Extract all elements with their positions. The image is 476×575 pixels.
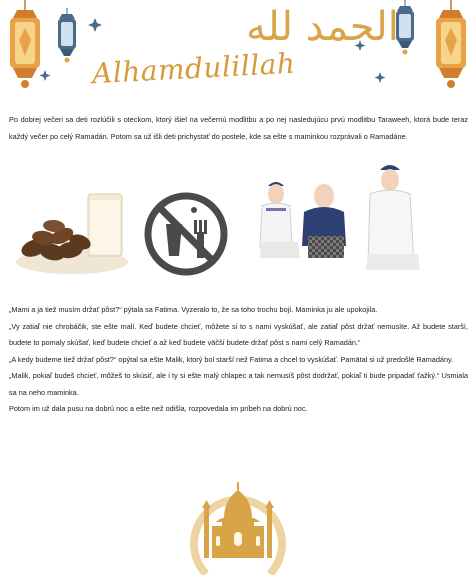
milk-glass-icon — [88, 194, 122, 256]
intro-paragraph: Po dobrej večeri sa deti rozlúčili s oteckom, ktorý išiel na večernú modlitbu a po nej nasledujúcu prvú modlitbu Taraweeh, ktorá bude teraz každý večer po celý Ramadán. Potom sa už išli deti prichystať do postele, kde sa ešte s maminkou rozprávali o Ramadáne. — [9, 115, 468, 141]
story-paragraph: Potom im už dala pusu na dobrú noc a ešte než odišla, rozpovedala im príbeh na dobrú noc. — [9, 404, 308, 413]
praying-man — [366, 165, 420, 270]
page-title: Alhamdulillah — [91, 46, 297, 91]
story-paragraph: „Malik, pokiaľ budeš chcieť, môžeš to skúsiť, ale i ty si ešte malý chlapec a tak nemusíš pôst dodržať, pokiaľ ti bude pripadať ťažký.“ Usmiala sa na neho maminka. — [9, 371, 468, 397]
praying-man — [260, 182, 300, 258]
praying-men-icon — [258, 156, 428, 280]
dates-milk-illustration — [14, 186, 132, 278]
story-paragraph: „Vy zatiaľ nie chrobáčik, ste ešte malí. Keď budete chcieť, môžete si to s nami vyskúšať, ale zatiaľ pôst držať nemusíte. Až budete starší, budete to pomaly skúšať, keď budete chcieť a až keď budete väčší budete držať pôst s nami celý Ramadán.“ — [9, 321, 468, 347]
story-section — [9, 302, 468, 418]
story-paragraph: „A kedy budeme tiež držať pôst?“ opýtal sa ešte Malik, ktorý bol starší než Fatima a chcel to vyskúšať. Pamätal si už predošlé Ramadány. — [9, 354, 454, 364]
story-paragraph: „Mami a ja tiež musím držať pôst?“ pýtala sa Fatima. Vyzeralo to, že sa toho trochu bojí. Maminka ju ale upokojila. — [9, 305, 378, 314]
no-food-drink-icon — [142, 190, 230, 278]
praying-man — [302, 184, 346, 258]
arabic-title: الحمد لله — [246, 4, 399, 50]
mosque-crescent-icon — [186, 478, 290, 575]
